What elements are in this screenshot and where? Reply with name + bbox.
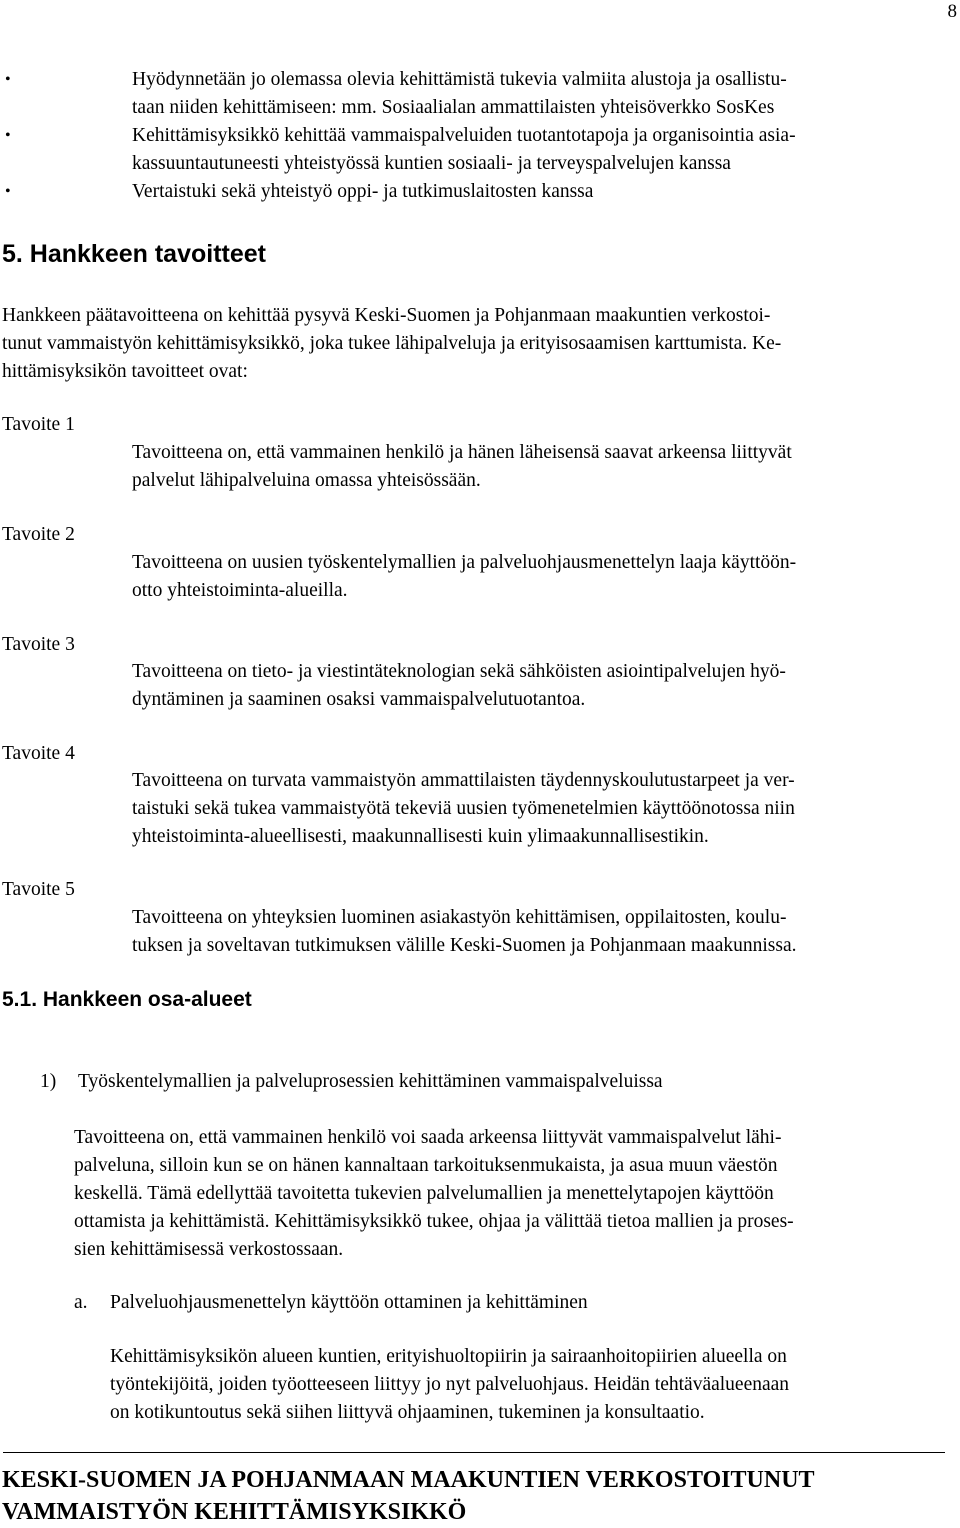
- bullet-line: Vertaistuki sekä yhteistyö oppi- ja tutkimuslaitosten kanssa: [132, 181, 594, 202]
- bullet-icon: •: [5, 183, 11, 200]
- area-line: palveluna, silloin kun se on hänen kannaltaan tarkoituksenmukaista, ja asua muun väestön: [74, 1155, 778, 1176]
- section-heading: 5. Hankkeen tavoitteet: [2, 240, 266, 268]
- goal-label: Tavoite 5: [2, 879, 75, 900]
- intro-line: Hankkeen päätavoitteena on kehittää pysyvä Keski-Suomen ja Pohjanmaan maakuntien verkostoi-: [2, 305, 771, 326]
- bullet-list: [0, 66, 960, 206]
- area-title: [40, 1068, 663, 1096]
- goal-text: [132, 658, 952, 714]
- area-line: keskellä. Tämä edellyttää tavoitetta tukevien palvelumallien ja menettelytapojen käyttöön: [74, 1183, 774, 1204]
- goal-text: [132, 439, 952, 495]
- goal-line: tuksen ja soveltavan tutkimuksen välille Keski-Suomen ja Pohjanmaan maakunnissa.: [132, 935, 797, 956]
- list-item: [0, 178, 932, 206]
- bullet-line: kassuuntautuneesti yhteistyössä kuntien sosiaali- ja terveyspalvelujen kanssa: [132, 153, 731, 174]
- area-line: ottamista ja kehittämistä. Kehittämisyksikkö tukee, ohjaa ja välittää tietoa mallien ja proses-: [74, 1211, 794, 1232]
- sub-item-title-text: Palveluohjausmenettelyn käyttöön ottaminen ja kehittäminen: [110, 1292, 588, 1313]
- bullet-line: taan niiden kehittämiseen: mm. Sosiaalialan ammattilaisten yhteisöverkko SosKes: [132, 97, 775, 118]
- sub-item-letter: a.: [74, 1292, 88, 1313]
- goal-line: Tavoitteena on, että vammainen henkilö ja hänen läheisensä saavat arkeensa liittyvät: [132, 442, 792, 463]
- goal-line: yhteistoiminta-alueellisesti, maakunnallisesti kuin ylimaakunnallisestikin.: [132, 826, 709, 847]
- goal-line: Tavoitteena on turvata vammaistyön ammattilaisten täydennyskoulutustarpeet ja ver-: [132, 770, 795, 791]
- bullet-icon: •: [5, 127, 11, 144]
- subsection-heading: 5.1. Hankkeen osa-alueet: [2, 988, 252, 1011]
- goal-line: otto yhteistoiminta-alueilla.: [132, 580, 348, 601]
- sub-item-title: [74, 1289, 588, 1317]
- footer-divider: [3, 1452, 945, 1453]
- goal-line: Tavoitteena on tieto- ja viestintäteknologian sekä sähköisten asiointipalvelujen hyö-: [132, 661, 786, 682]
- area-line: sien kehittämisessä verkostossaan.: [74, 1239, 344, 1260]
- sub-item-line: Kehittämisyksikön alueen kuntien, erityishuoltopiirin ja sairaanhoitopiirien alueella on: [110, 1346, 787, 1367]
- area-line: Tavoitteena on, että vammainen henkilö voi saada arkeensa liittyvät vammaispalvelut lähi-: [74, 1127, 782, 1148]
- footer-line: KESKI-SUOMEN JA POHJANMAAN MAAKUNTIEN VERKOSTOITUNUT: [2, 1467, 815, 1493]
- footer-line: VAMMAISTYÖN KEHITTÄMISYKSIKKÖ: [2, 1499, 467, 1525]
- goal-line: dyntäminen ja saaminen osaksi vammaispalvelutuotantoa.: [132, 689, 586, 710]
- area-body: [74, 1124, 958, 1264]
- bullet-icon: •: [5, 71, 11, 88]
- bullet-line: Kehittämisyksikkö kehittää vammaispalveluiden tuotantotapoja ja organisointia asia-: [132, 125, 796, 146]
- goal-text: [132, 767, 952, 851]
- goal-label: Tavoite 3: [2, 634, 75, 655]
- page-number: 8: [947, 1, 957, 22]
- goal-label: Tavoite 1: [2, 414, 75, 435]
- goal-line: taistuki sekä tukea vammaistyötä tekeviä uusien työmenetelmien käyttöönotossa niin: [132, 798, 795, 819]
- goal-line: palvelut lähipalveluina omassa yhteisössään.: [132, 470, 481, 491]
- area-number: 1): [40, 1071, 57, 1092]
- area-title-text: Työskentelymallien ja palveluprosessien kehittäminen vammaispalveluissa: [78, 1071, 663, 1092]
- sub-item-body: [110, 1343, 955, 1427]
- goal-line: Tavoitteena on uusien työskentelymallien ja palveluohjausmenettelyn laaja käyttöön-: [132, 552, 797, 573]
- intro-line: hittämisyksikön tavoitteet ovat:: [2, 361, 248, 382]
- list-item: [0, 66, 932, 122]
- goal-text: [132, 904, 952, 960]
- intro-line: tunut vammaistyön kehittämisyksikkö, joka tukee lähipalveluja ja erityisosaamisen karttumista. Ke-: [2, 333, 782, 354]
- goal-label: Tavoite 2: [2, 524, 75, 545]
- list-item: [0, 122, 932, 178]
- sub-item-line: työntekijöitä, joiden työotteeseen liittyy jo nyt palveluohjaus. Heidän tehtäväalueenaan: [110, 1374, 790, 1395]
- footer: [2, 1464, 815, 1528]
- goal-text: [132, 549, 952, 605]
- goal-line: Tavoitteena on yhteyksien luominen asiakastyön kehittämisen, oppilaitosten, koulu-: [132, 907, 787, 928]
- section-intro: [2, 302, 957, 386]
- bullet-line: Hyödynnetään jo olemassa olevia kehittämistä tukevia valmiita alustoja ja osallistu-: [132, 69, 787, 90]
- goal-label: Tavoite 4: [2, 743, 75, 764]
- sub-item-line: on kotikuntoutus sekä siihen liittyvä ohjaaminen, tukeminen ja konsultaatio.: [110, 1402, 705, 1423]
